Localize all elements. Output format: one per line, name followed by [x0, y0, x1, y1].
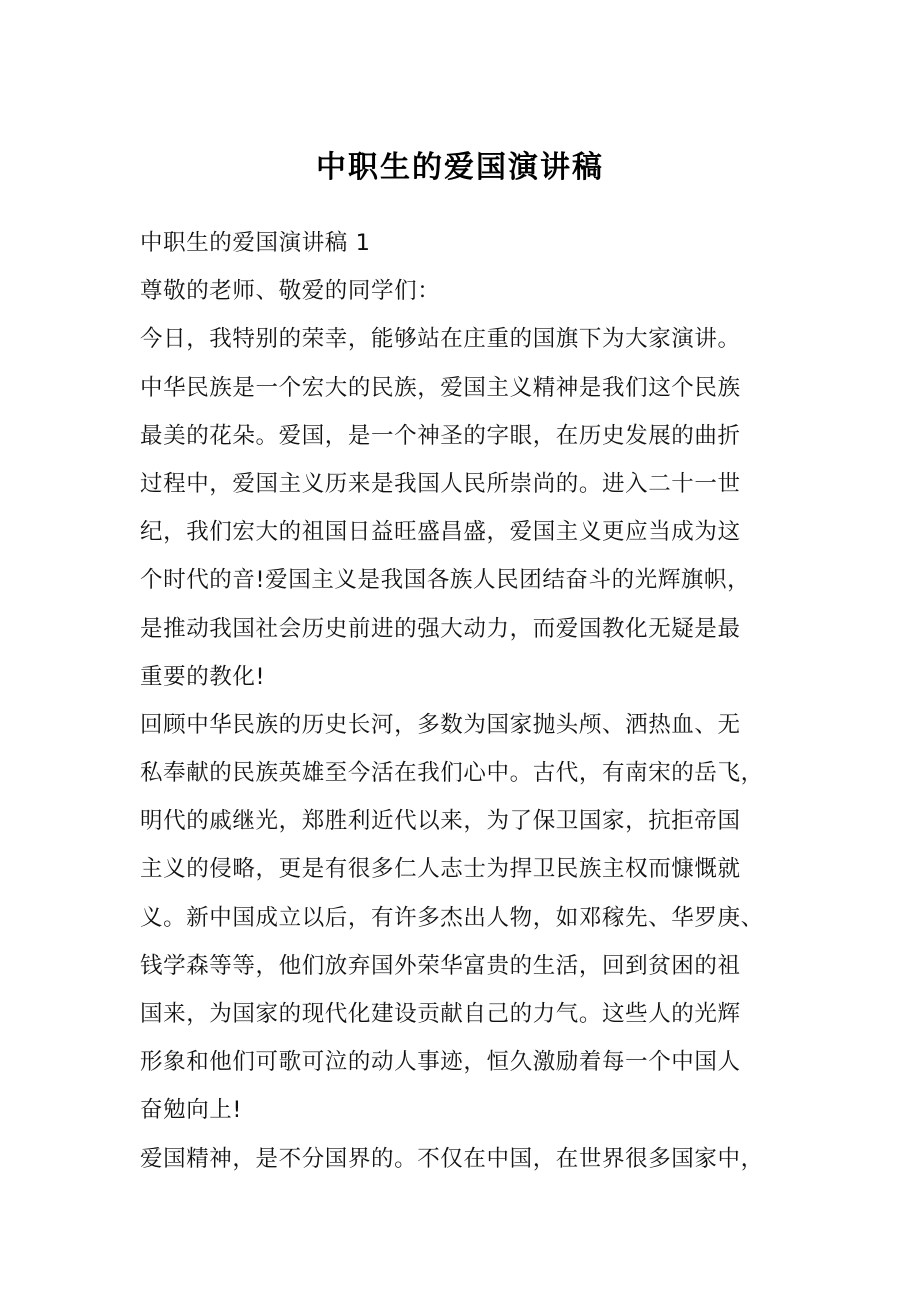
body-line: 个时代的音!爱国主义是我国各族人民团结奋斗的光辉旗帜， — [140, 567, 751, 594]
body-line: 纪，我们宏大的祖国日益旺盛昌盛，爱国主义更应当成为这 — [140, 519, 741, 546]
body-line: 形象和他们可歌可泣的动人事迹，恒久激励着每一个中国人 — [140, 1049, 741, 1076]
body-line: 义。新中国成立以后，有许多杰出人物，如邓稼先、华罗庚、 — [140, 904, 764, 931]
body-line: 爱国精神，是不分国界的。不仅在中国，在世界很多国家中， — [140, 1145, 764, 1172]
document-body — [140, 219, 800, 1183]
body-line: 最美的花朵。爱国，是一个神圣的字眼，在历史发展的曲折 — [140, 422, 741, 449]
body-line: 今日，我特别的荣幸，能够站在庄重的国旗下为大家演讲。 — [140, 326, 741, 353]
body-line: 主义的侵略，更是有很多仁人志士为捍卫民族主权而慷慨就 — [140, 856, 741, 883]
body-line: 中华民族是一个宏大的民族，爱国主义精神是我们这个民族 — [140, 374, 741, 401]
document-title: 中职生的爱国演讲稿 — [316, 150, 604, 185]
body-line: 国来，为国家的现代化建设贡献自己的力气。这些人的光辉 — [140, 1001, 741, 1027]
section-heading: 中职生的爱国演讲稿 1 — [140, 230, 371, 256]
body-line: 是推动我国社会历史前进的强大动力，而爱国教化无疑是最 — [140, 615, 741, 642]
body-line: 过程中，爱国主义历来是我国人民所崇尚的。进入二十一世 — [140, 470, 741, 497]
body-line: 明代的戚继光，郑胜利近代以来，为了保卫国家，抗拒帝国 — [140, 808, 741, 835]
body-line: 回顾中华民族的历史长河，多数为国家抛头颅、洒热血、无 — [140, 711, 741, 738]
body-line: 私奉献的民族英雄至今活在我们心中。古代，有南宋的岳飞， — [140, 760, 764, 787]
body-line: 奋勉向上! — [140, 1097, 243, 1124]
body-line: 钱学森等等，他们放弃国外荣华富贵的生活，回到贫困的祖 — [140, 952, 741, 979]
body-line: 重要的教化! — [140, 663, 266, 690]
salutation-line: 尊敬的老师、敬爱的同学们： — [140, 278, 441, 305]
